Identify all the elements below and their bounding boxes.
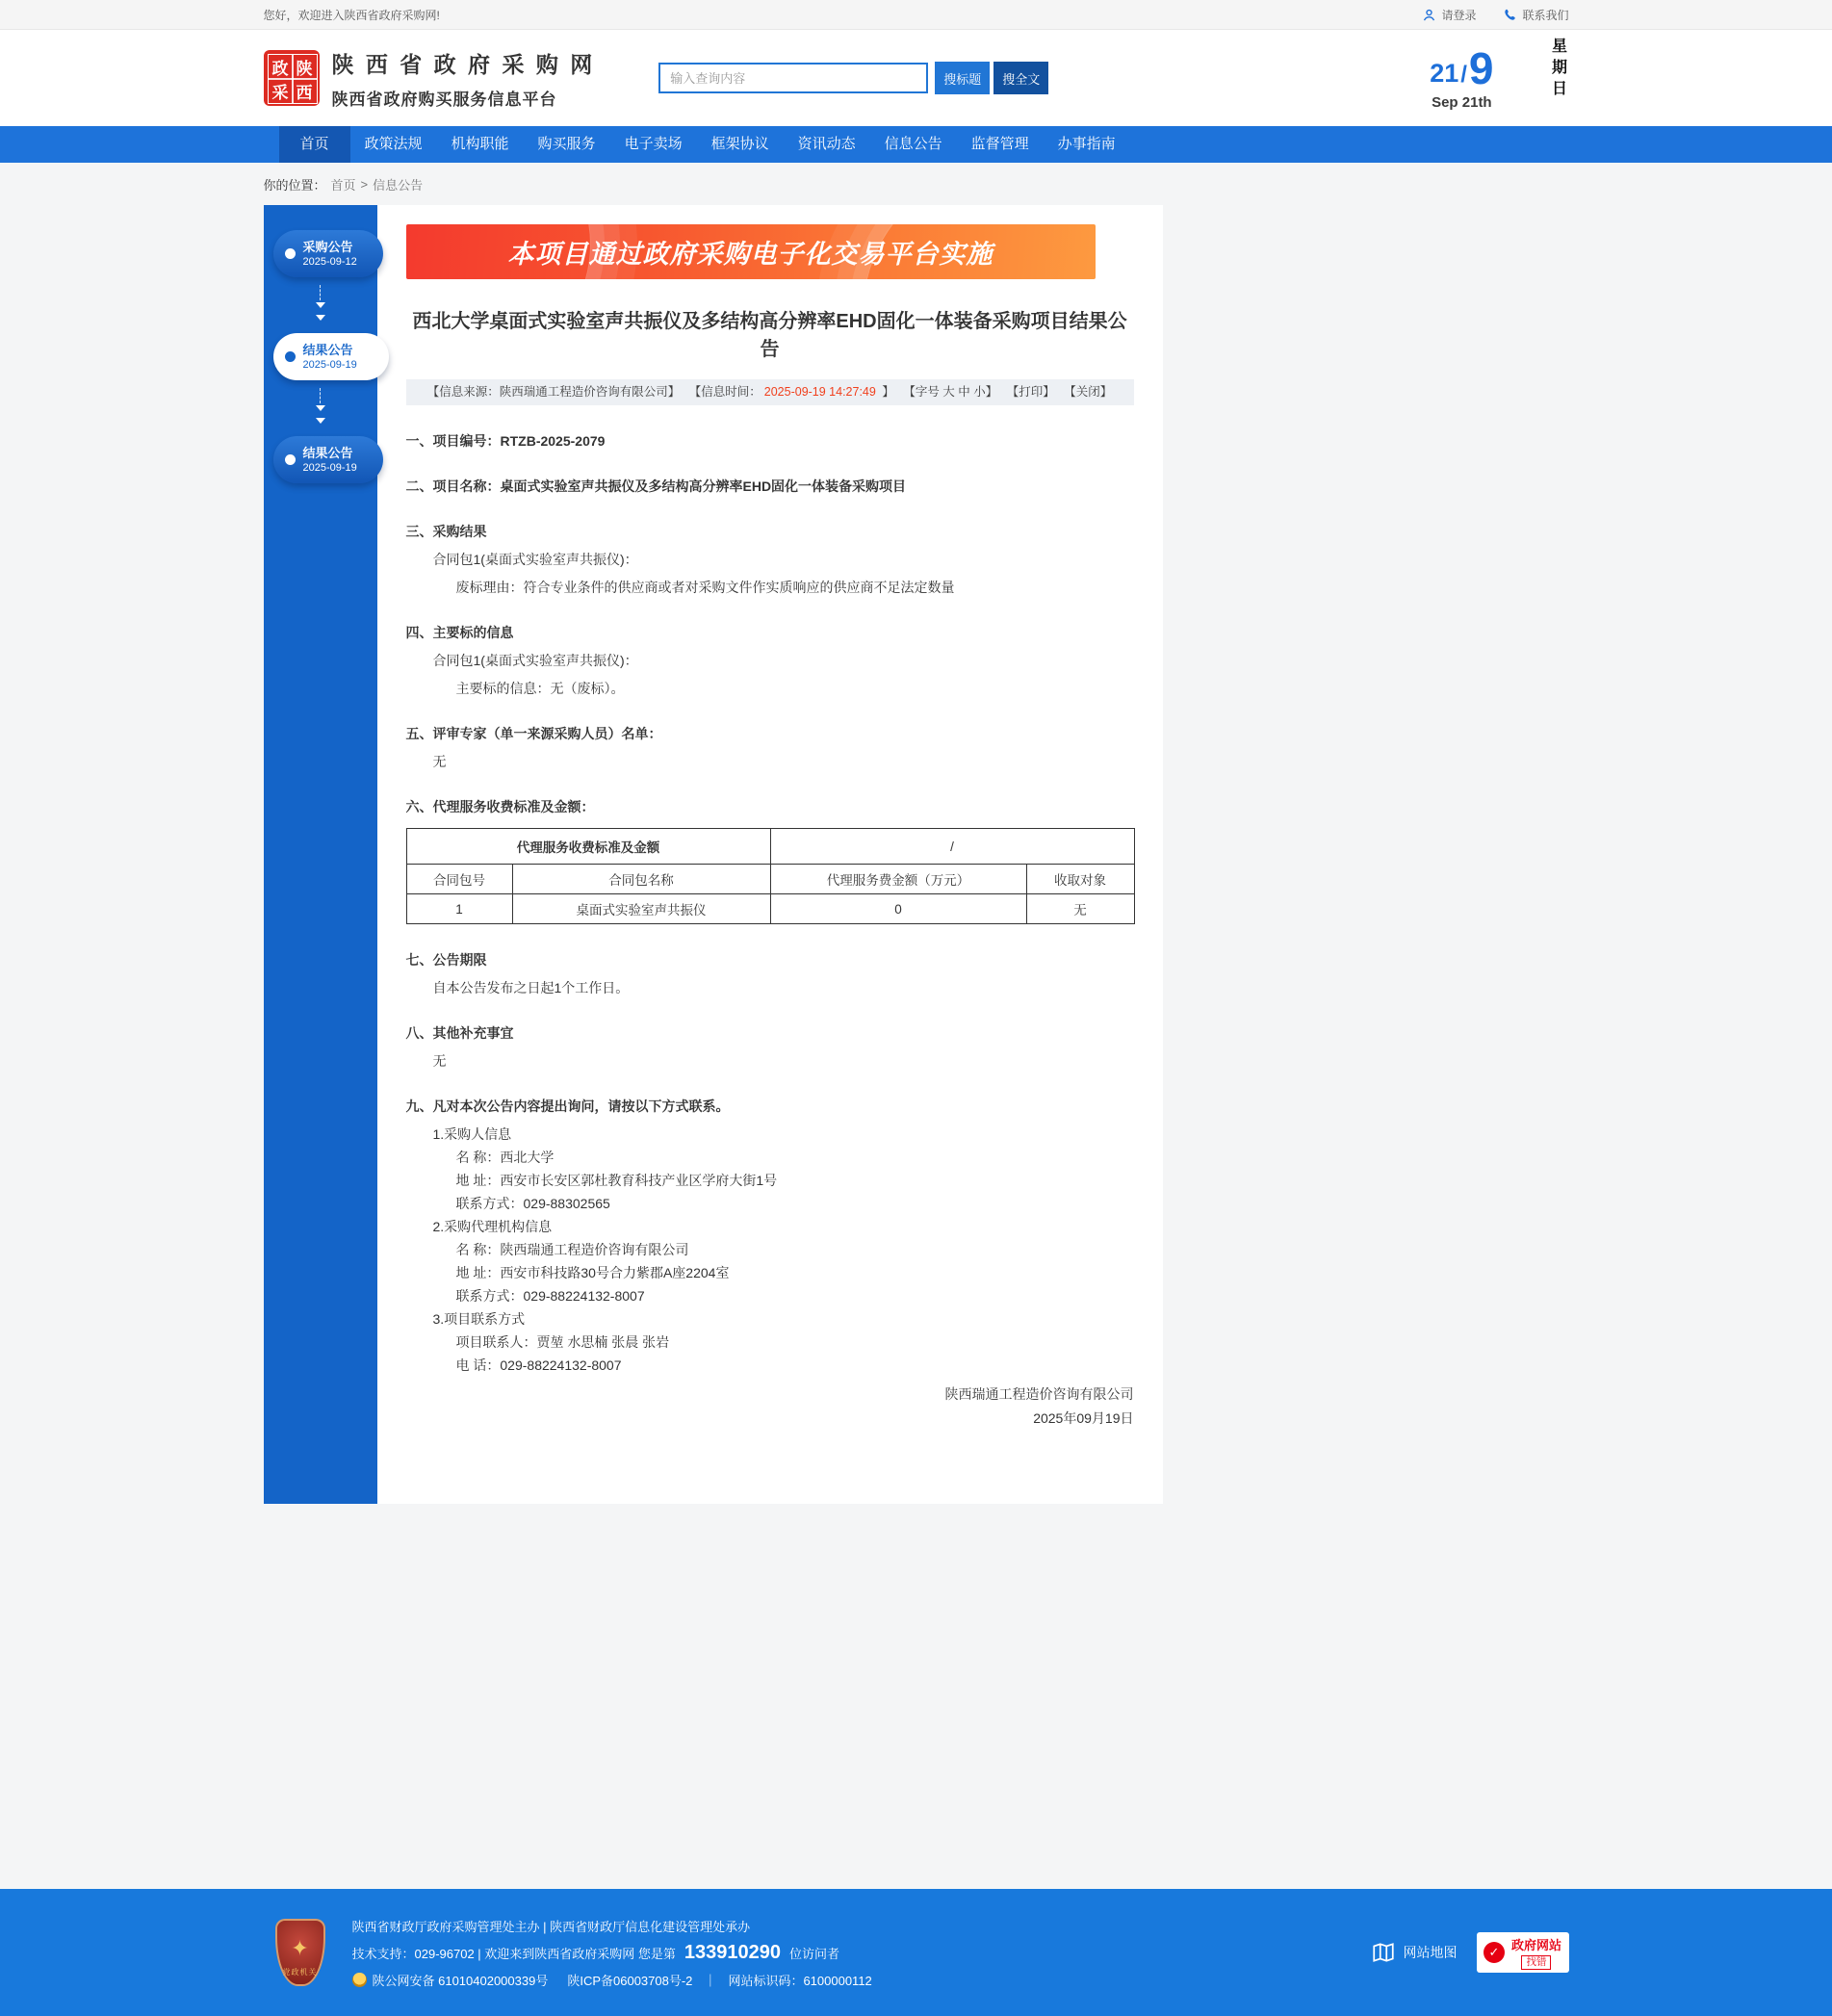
col-header-package-name: 合同包名称 — [512, 865, 770, 894]
table-row — [406, 829, 1134, 865]
article-line: 一、项目编号：RTZB-2025-2079 — [405, 433, 606, 449]
timeline-arrow-down-icon — [264, 380, 377, 436]
timeline-dot — [285, 351, 296, 362]
meta-close-button[interactable]: 【关闭】 — [1064, 385, 1113, 399]
article-panel — [377, 205, 1163, 1504]
article-line: 无 — [432, 754, 447, 769]
article-line: 3.项目联系方式 — [432, 1311, 526, 1327]
nav-item-functions[interactable]: 机构职能 — [451, 136, 509, 152]
contact-label: 联系我们 — [1522, 8, 1569, 22]
article-line: 地 址：西安市长安区郭杜教育科技产业区学府大街1号 — [455, 1173, 778, 1188]
meta-fontsize-controls[interactable]: 【字号 大 中 小】 — [903, 385, 998, 399]
topbar — [0, 0, 1832, 30]
public-security-filing[interactable]: 陕公网安备 61010402000339号 — [372, 1973, 549, 1988]
logo-char: 采 — [269, 79, 293, 103]
signature-company: 陕西瑞通工程造价咨询有限公司 — [944, 1386, 1134, 1402]
gov-site-error-report-badge[interactable] — [1477, 1932, 1569, 1973]
visitor-counter: 133910290 — [684, 1941, 781, 1963]
article-body-part2 — [406, 951, 1134, 1375]
article-line: 名 称：西北大学 — [455, 1150, 555, 1165]
timeline-item-date: 2025-09-19 — [302, 359, 357, 371]
fee-table-merged-value: / — [770, 829, 1134, 865]
site-subtitle: 陕西省政府购买服务信息平台 — [331, 90, 557, 109]
meta-time-close: 】 — [878, 385, 894, 399]
logo-char: 政 — [269, 55, 293, 79]
e-platform-banner — [406, 224, 1096, 279]
article-line: 名 称：陕西瑞通工程造价咨询有限公司 — [455, 1242, 689, 1257]
meta-time-value: 2025-09-19 14:27:49 — [763, 385, 876, 399]
icp-filing[interactable]: 陕ICP备06003708号-2 — [567, 1973, 693, 1988]
article-line: 2.采购代理机构信息 — [432, 1219, 553, 1234]
timeline-item-date: 2025-09-12 — [302, 256, 357, 268]
signature-date: 2025年09月19日 — [1033, 1410, 1134, 1426]
breadcrumb-separator: > — [360, 176, 369, 192]
article-line: 电 话：029-88224132-8007 — [455, 1357, 622, 1373]
cell-package-no: 1 — [406, 894, 512, 924]
article-line: 五、评审专家（单一来源采购人员）名单： — [405, 726, 662, 741]
site-logo — [264, 50, 320, 106]
search-input[interactable] — [658, 63, 928, 93]
nav-item-announcements[interactable]: 信息公告 — [884, 136, 942, 152]
timeline-item-result-notice-active[interactable] — [273, 333, 389, 380]
table-header-row — [406, 865, 1134, 894]
nav-item-e-mall[interactable]: 电子卖场 — [624, 136, 683, 152]
search-bar — [658, 62, 1048, 94]
article-line: 三、采购结果 — [405, 524, 487, 539]
article-body-part1 — [406, 432, 1134, 816]
phone-icon — [1503, 8, 1517, 22]
site-header — [0, 30, 1832, 126]
cell-fee-amount: 0 — [770, 894, 1026, 924]
article-line: 自本公告发布之日起1个工作日。 — [432, 980, 630, 995]
banner-text: 本项目通过政府采购电子化交易平台实施 — [507, 240, 993, 269]
logo-char: 西 — [293, 79, 317, 103]
timeline-item-title: 采购公告 — [302, 240, 353, 254]
article-line: 联系方式：029-88224132-8007 — [455, 1288, 645, 1304]
timeline-item-procurement-notice[interactable] — [273, 230, 383, 277]
timeline-arrow-down-icon — [264, 277, 377, 333]
meta-time-label: 【信息时间： — [688, 385, 761, 399]
breadcrumb-label: 你的位置： — [263, 177, 326, 193]
col-header-package-no: 合同包号 — [406, 865, 512, 894]
col-header-fee-amount: 代理服务费金额（万元） — [770, 865, 1026, 894]
nav-item-supervision[interactable]: 监督管理 — [970, 136, 1029, 152]
article-line: 1.采购人信息 — [432, 1126, 512, 1142]
map-pin-icon — [1371, 1940, 1396, 1965]
sitemap-link[interactable] — [1371, 1940, 1458, 1965]
site-title: 陕 西 省 政 府 采 购 网 — [331, 51, 596, 77]
login-label: 请登录 — [1441, 8, 1477, 22]
breadcrumb-home-link[interactable]: 首页 — [330, 177, 356, 193]
welcome-text: 您好，欢迎进入陕西省政府采购网! — [263, 8, 440, 22]
article-line: 主要标的信息：无（废标）。 — [455, 681, 625, 696]
user-icon — [1422, 8, 1436, 22]
timeline-item-title: 结果公告 — [302, 446, 353, 460]
nav-item-guide[interactable]: 办事指南 — [1057, 136, 1116, 152]
cell-payer: 无 — [1026, 894, 1134, 924]
breadcrumb-current: 信息公告 — [373, 177, 424, 193]
article-title: 西北大学桌面式实验室声共振仪及多结构高分辨率EHD固化一体装备采购项目结果公告 — [412, 311, 1127, 360]
breadcrumb — [264, 163, 1569, 205]
police-badge-icon — [352, 1973, 367, 1987]
shield-label: 党政机关 — [282, 1968, 318, 1977]
nav-item-home[interactable]: 首页 — [279, 126, 350, 163]
article-line: 四、主要标的信息 — [405, 625, 514, 640]
contact-link[interactable] — [1503, 7, 1568, 23]
nav-item-news[interactable]: 资讯动态 — [797, 136, 856, 152]
article-signature — [406, 1383, 1134, 1431]
article-line: 二、项目名称：桌面式实验室声共振仪及多结构高分辨率EHD固化一体装备采购项目 — [405, 478, 907, 494]
article-line: 合同包1(桌面式实验室声共振仪)： — [432, 552, 638, 567]
party-gov-shield-icon — [275, 1919, 325, 1986]
sitemap-label: 网站地图 — [1403, 1945, 1458, 1960]
nav-item-purchase-services[interactable]: 购买服务 — [537, 136, 596, 152]
meta-print-button[interactable]: 【打印】 — [1006, 385, 1055, 399]
article-line: 合同包1(桌面式实验室声共振仪)： — [432, 653, 638, 668]
date-widget — [1430, 38, 1568, 118]
search-title-button[interactable]: 搜标题 — [935, 62, 990, 94]
article-line: 八、其他补充事宜 — [405, 1025, 514, 1041]
login-link[interactable] — [1422, 7, 1476, 23]
footer-visitor-suffix: 位访问者 — [789, 1946, 840, 1961]
footer-sponsor-line: 陕西省财政厅政府采购管理处主办 | 陕西省财政厅信息化建设管理处承办 — [351, 1919, 751, 1934]
date-weekday: 星期日 — [1549, 38, 1566, 101]
article-line: 六、代理服务收费标准及金额： — [405, 799, 595, 814]
article-line: 项目联系人：贾堃 水思楠 张晨 张岩 — [455, 1334, 670, 1350]
cell-package-name: 桌面式实验室声共振仪 — [512, 894, 770, 924]
date-day: 21 — [1430, 58, 1459, 88]
date-month: 9 — [1468, 42, 1494, 93]
error-report-icon: ✓ — [1484, 1942, 1505, 1963]
footer-separator: ｜ — [704, 1973, 717, 1988]
content-footer-gap — [0, 1504, 1832, 1889]
footer-support-line — [352, 1942, 872, 1964]
footer-registration-line — [352, 1971, 872, 1989]
nav-item-policies[interactable]: 政策法规 — [364, 136, 423, 152]
footer-support-text: 技术支持：029-96702 | 欢迎来到陕西省政府采购网 您是第 — [351, 1946, 676, 1961]
article-line: 九、凡对本次公告内容提出询问，请按以下方式联系。 — [405, 1098, 730, 1114]
article-line: 联系方式：029-88302565 — [455, 1196, 610, 1211]
announcement-timeline-sidebar — [264, 205, 377, 1504]
table-row — [406, 894, 1134, 924]
article-line: 地 址：西安市科技路30号合力紫郡A座2204室 — [455, 1265, 730, 1280]
agency-fee-table — [406, 828, 1135, 924]
date-slash: / — [1460, 61, 1467, 88]
nav-item-framework[interactable]: 框架协议 — [710, 136, 769, 152]
timeline-dot — [285, 248, 296, 259]
error-badge-title: 政府网站 — [1510, 1938, 1561, 1952]
search-fulltext-button[interactable]: 搜全文 — [993, 62, 1048, 94]
fee-table-merged-title: 代理服务收费标准及金额 — [406, 829, 770, 865]
site-identifier-code: 网站标识码：6100000112 — [728, 1973, 872, 1988]
timeline-item-result-notice[interactable] — [273, 436, 383, 483]
date-english: Sep 21th — [1432, 93, 1492, 111]
shield-symbol: ✦ — [291, 1936, 309, 1960]
article-line: 废标理由：符合专业条件的供应商或者对采购文件作实质响应的供应商不足法定数量 — [455, 580, 955, 595]
main-nav — [0, 126, 1832, 163]
timeline-dot — [285, 454, 296, 465]
meta-source: 【信息来源：陕西瑞通工程造价咨询有限公司】 — [426, 385, 681, 399]
timeline-item-date: 2025-09-19 — [302, 462, 357, 474]
site-footer — [0, 1889, 1832, 2016]
article-line: 无 — [432, 1053, 447, 1069]
timeline-item-title: 结果公告 — [302, 343, 353, 357]
article-line: 七、公告期限 — [405, 952, 487, 968]
error-badge-sub: 找错 — [1521, 1955, 1551, 1970]
article-meta-bar — [406, 379, 1134, 405]
col-header-payer: 收取对象 — [1026, 865, 1134, 894]
logo-char: 陕 — [293, 55, 317, 79]
